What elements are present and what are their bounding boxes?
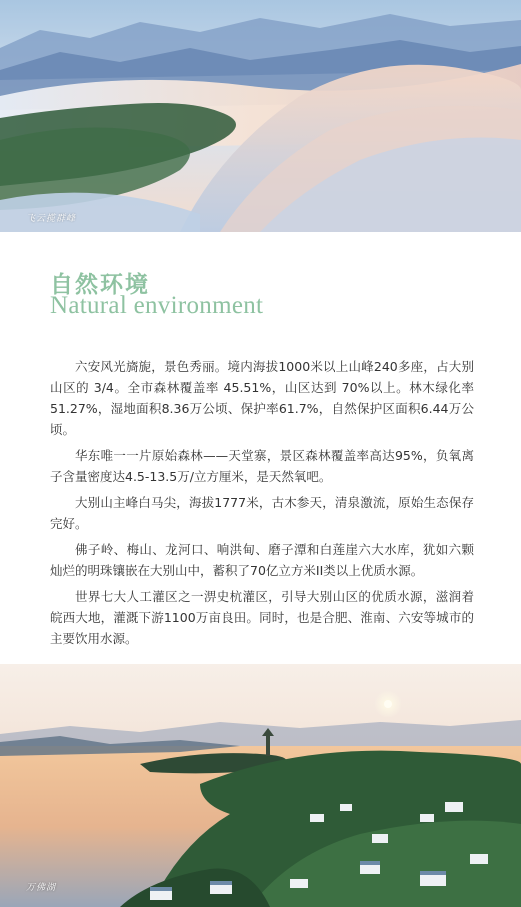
mountain-cloud-illustration (0, 0, 521, 232)
paragraph: 大别山主峰白马尖，海拔1777米，古木参天，清泉激流，原始生态保存完好。 (50, 495, 474, 531)
photo-caption: 万佛湖 (26, 883, 57, 893)
paragraph: 六安风光旖旎，景色秀丽。境内海拔1000米以上山峰240多座，占大别山区的 3/4。全市森林覆盖率 45.51%，山区达到 70%以上。林木绿化率51.27%，湿地面积8.36万公顷、保护率61.7%，自然保护区面积6.44万公顷。 (50, 359, 474, 437)
paragraph: 世界七大人工灌区之一淠史杭灌区，引导大别山区的优质水源，滋润着皖西大地，灌溉下游1100万亩良田。同时，也是合肥、淮南、六安等城市的主要饮用水源。 (50, 589, 474, 646)
article-body (50, 356, 474, 654)
section-title-english: Natural environment (50, 292, 264, 319)
section-title-chinese: 自然环境 (50, 272, 150, 298)
lake-landscape-illustration (0, 664, 521, 907)
hero-photo-mountains-clouds (0, 0, 521, 232)
photo-caption: 飞云揽群峰 (26, 214, 77, 224)
paragraph: 华东唯一一片原始森林——天堂寨，景区森林覆盖率高达95%，负氧离子含量密度达4.5-13.5万/立方厘米，是天然氧吧。 (50, 448, 474, 484)
paragraph: 佛子岭、梅山、龙河口、响洪甸、磨子潭和白莲崖六大水库，犹如六颗灿烂的明珠镶嵌在大别山中，蓄积了70亿立方米II类以上优质水源。 (50, 542, 474, 578)
lake-sunset-photo (0, 664, 521, 907)
